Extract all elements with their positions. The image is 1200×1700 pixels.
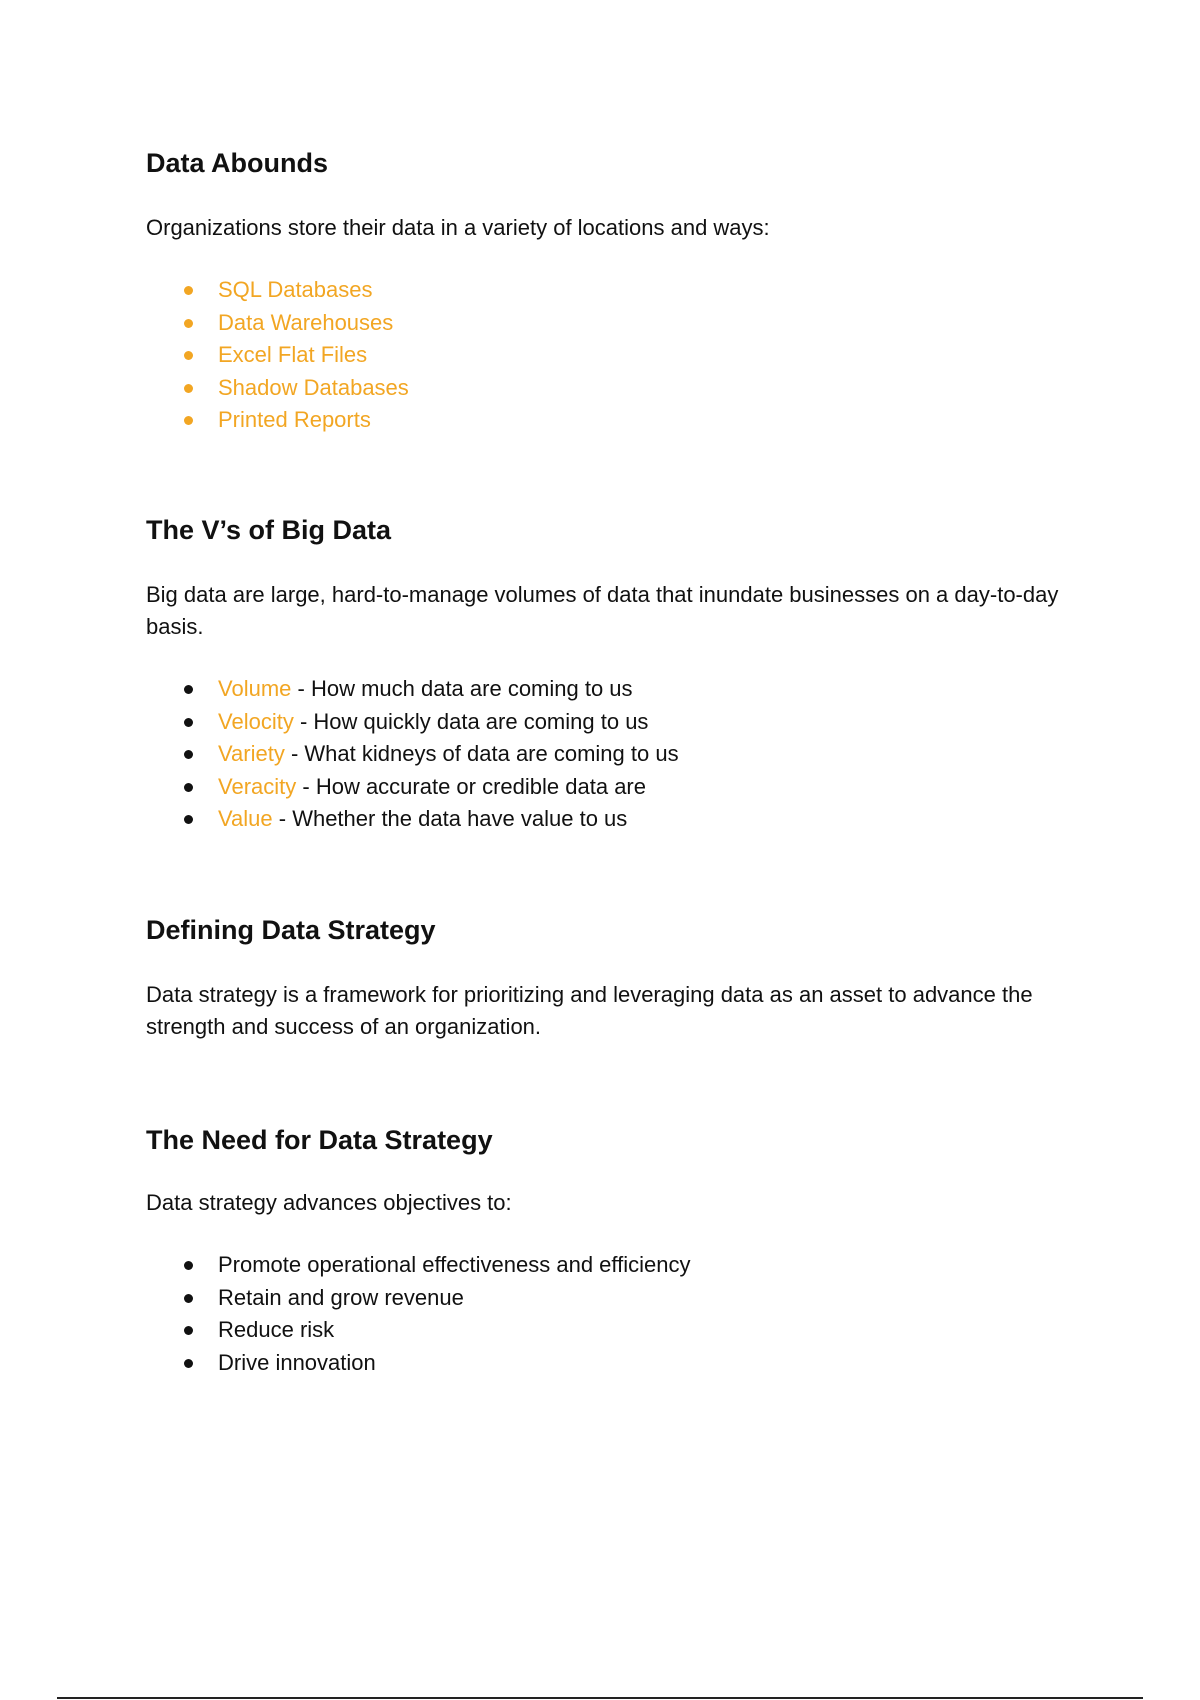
v-term: Variety	[218, 741, 285, 766]
list-item	[146, 771, 1096, 804]
objective-text: Promote operational effectiveness and efficiency	[218, 1252, 691, 1277]
list-item	[146, 1314, 1096, 1347]
list-item	[146, 706, 1096, 739]
vs-list	[146, 673, 1096, 836]
section-data-abounds	[146, 146, 1096, 437]
list-item	[146, 1282, 1096, 1315]
bullet-icon	[184, 1326, 193, 1335]
section-title: The V’s of Big Data	[146, 515, 392, 545]
section-title: The Need for Data Strategy	[146, 1125, 493, 1155]
storage-location: Shadow Databases	[218, 374, 409, 400]
storage-location: Data Warehouses	[218, 309, 394, 335]
section-need-for-data-strategy	[146, 1123, 1096, 1379]
v-term: Veracity	[218, 773, 297, 799]
v-description: - Whether the data have value to us	[272, 806, 628, 831]
storage-location: SQL Databases	[218, 277, 373, 302]
bullet-icon	[184, 319, 193, 328]
list-item	[146, 307, 1096, 340]
list-item	[146, 673, 1096, 706]
v-description: - What kidneys of data are coming to us	[284, 741, 679, 766]
bullet-icon	[184, 1294, 193, 1303]
section-intro: Organizations store their data in a variety of locations and ways:	[146, 215, 770, 240]
section-body: Data strategy is a framework for prioritizing and leveraging data as an asset to advance the strength and success of an organization.	[146, 982, 1033, 1039]
bullet-icon	[184, 1359, 193, 1368]
objective-text: Drive innovation	[218, 1349, 376, 1375]
list-item	[146, 1347, 1096, 1380]
bullet-icon	[184, 718, 193, 727]
section-intro: Big data are large, hard-to-manage volumes of data that inundate businesses on a day-to-day basis.	[146, 582, 1059, 639]
bullet-icon	[184, 416, 193, 425]
bullet-icon	[184, 685, 193, 694]
objective-text: Reduce risk	[218, 1317, 335, 1342]
storage-location: Printed Reports	[218, 407, 371, 432]
list-item	[146, 738, 1096, 771]
v-term: Velocity	[218, 708, 294, 734]
list-item	[146, 372, 1096, 405]
section-title: Data Abounds	[146, 148, 328, 178]
v-term: Volume	[218, 676, 292, 701]
bullet-icon	[184, 783, 193, 792]
bullet-icon	[184, 384, 193, 393]
storage-location: Excel Flat Files	[218, 342, 368, 367]
bullet-icon	[184, 815, 193, 824]
objectives-list	[146, 1249, 1096, 1379]
list-item	[146, 339, 1096, 372]
list-item	[146, 1249, 1096, 1282]
list-item	[146, 404, 1096, 437]
v-description: - How quickly data are coming to us	[293, 708, 649, 734]
v-description: - How accurate or credible data are	[296, 773, 646, 799]
section-vs-of-big-data	[146, 513, 1096, 836]
objective-text: Retain and grow revenue	[218, 1284, 464, 1310]
bullet-icon	[184, 286, 193, 295]
bullet-icon	[184, 351, 193, 360]
list-item	[146, 803, 1096, 836]
storage-locations-list	[146, 274, 1096, 437]
footer-divider	[57, 1697, 1143, 1699]
v-description: - How much data are coming to us	[291, 676, 633, 701]
section-title: Defining Data Strategy	[146, 915, 436, 945]
section-intro: Data strategy advances objectives to:	[146, 1190, 512, 1215]
section-defining-data-strategy	[146, 913, 1096, 1043]
bullet-icon	[184, 1261, 193, 1270]
v-term: Value	[218, 806, 273, 831]
list-item	[146, 274, 1096, 307]
bullet-icon	[184, 750, 193, 759]
